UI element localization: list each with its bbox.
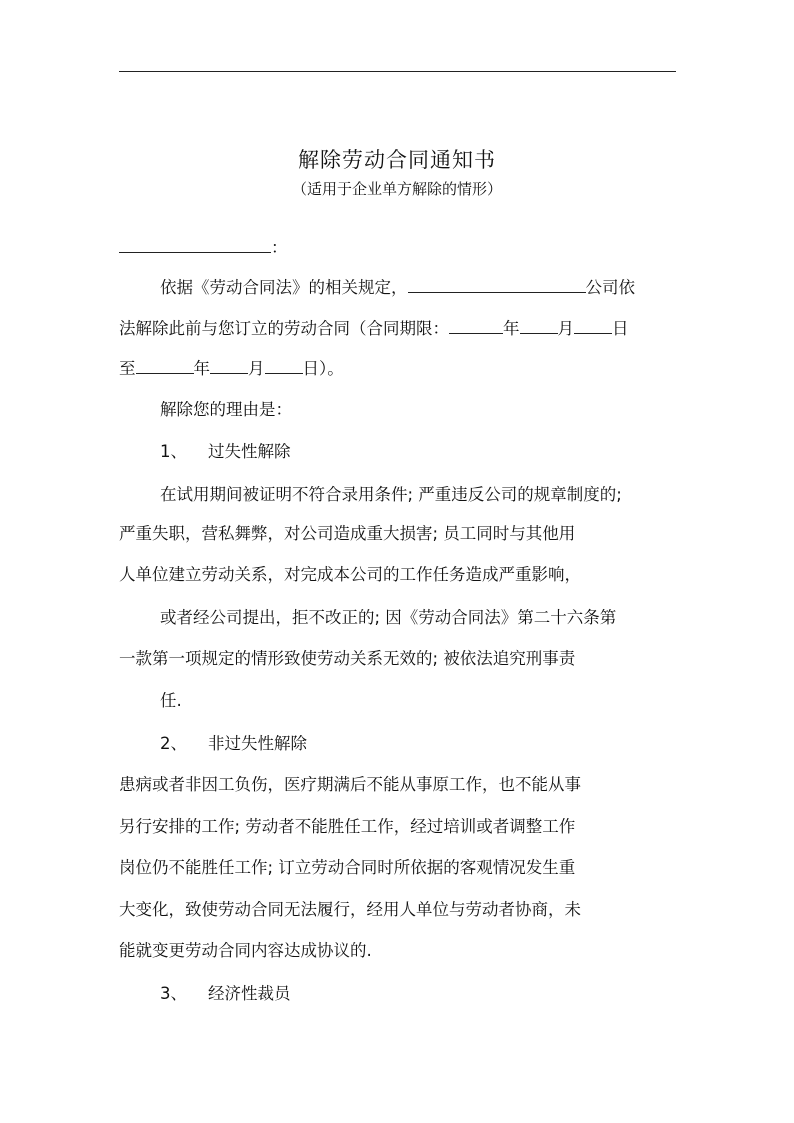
section2-line2: 另行安排的工作; 劳动者不能胜任工作，经过培训或者调整工作 [119, 817, 576, 836]
section3-heading [160, 982, 291, 1006]
section2-line1: 患病或者非因工负伤，医疗期满后不能从事原工作，也不能从事 [119, 775, 581, 794]
end-year-blank[interactable] [136, 355, 194, 374]
reason-heading: 解除您的理由是： [160, 400, 292, 419]
p1-l2-prefix: 法解除此前与您订立的劳动合同（合同期限： [119, 319, 449, 338]
end-month-blank[interactable] [210, 355, 248, 374]
salutation-colon: ： [271, 238, 288, 257]
section2-line4: 大变化，致使劳动合同无法履行，经用人单位与劳动者协商，未 [119, 900, 581, 919]
section1-number: 1、 [160, 442, 187, 461]
p1-l1-prefix: 依据《劳动合同法》的相关规定， [160, 278, 408, 297]
section1-line2: 严重失职，营私舞弊，对公司造成重大损害; 员工同时与其他用 [119, 524, 576, 543]
start-day-blank[interactable] [574, 315, 612, 334]
section1-heading [160, 440, 291, 464]
start-month-label: 月 [557, 319, 574, 338]
paragraph1-line1 [160, 274, 635, 300]
paragraph1-line3 [119, 355, 344, 381]
end-day-blank[interactable] [265, 355, 303, 374]
p1-l1-suffix: 公司依 [585, 278, 635, 297]
section1-line6: 任. [160, 691, 182, 710]
start-month-blank[interactable] [520, 315, 558, 334]
section3-title: 经济性裁员 [208, 984, 291, 1003]
start-day-label: 日 [612, 319, 629, 338]
section1-line5: 一款第一项规定的情形致使劳动关系无效的; 被依法追究刑事责 [119, 649, 576, 668]
end-year-label: 年 [193, 359, 210, 378]
recipient-name-blank[interactable] [119, 234, 271, 253]
start-year-label: 年 [503, 319, 520, 338]
document-title: 解除劳动合同通知书 [298, 148, 496, 172]
end-month-label: 月 [248, 359, 265, 378]
p1-l3-prefix: 至 [119, 359, 136, 378]
section2-number: 2、 [160, 734, 187, 753]
section3-number: 3、 [160, 984, 187, 1003]
company-name-blank[interactable] [408, 274, 586, 293]
header-rule [119, 71, 676, 72]
document-subtitle: （适用于企业单方解除的情形） [291, 180, 502, 198]
section2-line3: 岗位仍不能胜任工作; 订立劳动合同时所依据的客观情况发生重 [119, 858, 576, 877]
start-year-blank[interactable] [449, 315, 503, 334]
section2-line5: 能就变更劳动合同内容达成协议的. [119, 941, 372, 960]
paragraph1-line2 [119, 315, 629, 341]
section1-line4: 或者经公司提出，拒不改正的; 因《劳动合同法》第二十六条第 [160, 608, 617, 627]
salutation-line [119, 234, 288, 260]
section1-line1: 在试用期间被证明不符合录用条件; 严重违反公司的规章制度的; [160, 485, 622, 504]
section1-line3: 人单位建立劳动关系，对完成本公司的工作任务造成严重影响， [119, 565, 581, 584]
section2-heading [160, 732, 307, 756]
section1-title: 过失性解除 [208, 442, 291, 461]
end-day-label: 日）。 [302, 359, 344, 378]
section2-title: 非过失性解除 [208, 734, 307, 753]
